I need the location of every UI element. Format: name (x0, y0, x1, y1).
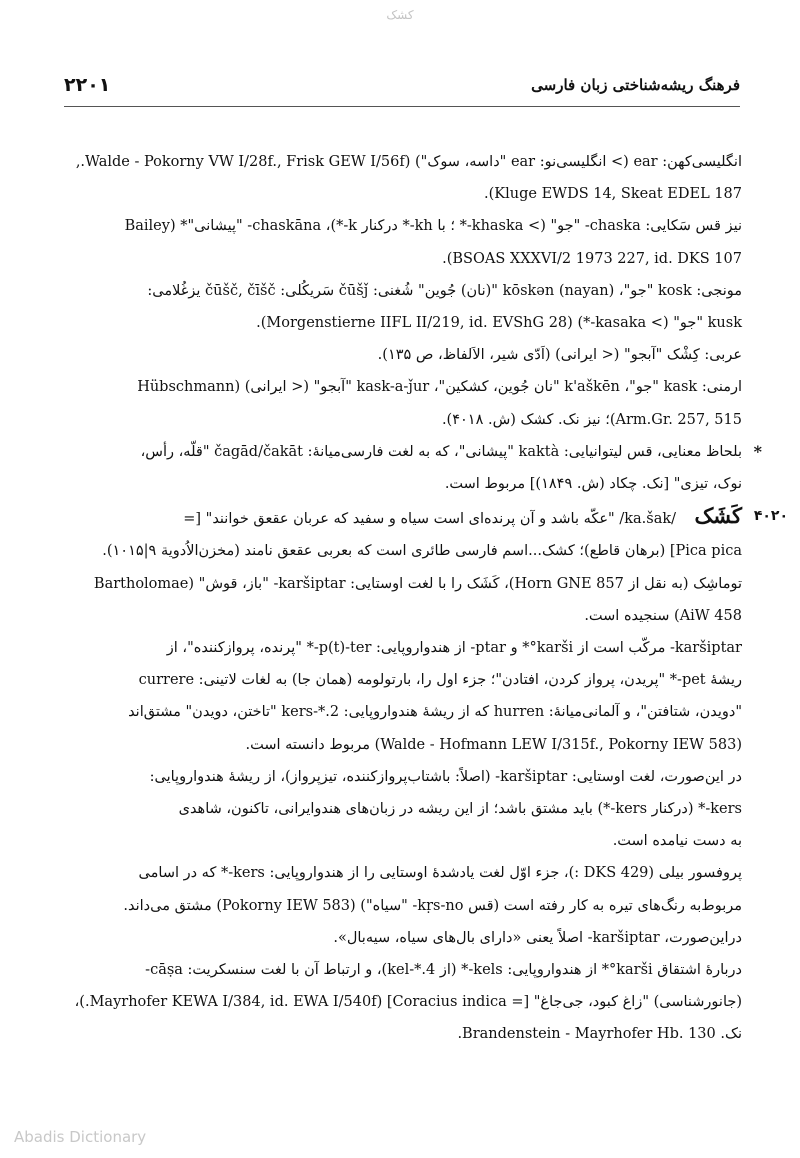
page-number: ۲۲۰۱ (64, 74, 111, 96)
footnote-block (62, 436, 762, 500)
entry-heading-line (62, 500, 788, 535)
text-line: مونجی: kosk "جو"، kōskən (nayan) "(نان) جُوین" شُغنی: čūšǰ سَریکُلی: čūšč, čīšč یزغُلامی: (147, 282, 742, 299)
text-line: عربی: کِشْک "آبجو" (< ایرانی) (اَدّی شیر، الاَلفاظ، ص ۱۳۵). (377, 347, 742, 364)
text-line: BSOAS XXXVI/2 1973 227, id. DKS 107). (442, 250, 742, 267)
text-line: ارمنی: kask "جو"، k'aškēn "نان جُوین، کشکین"، kask-a-ǰur "آبجو" (< ایرانی) (Hübschmann (137, 379, 742, 396)
text-line: (جانورشناسی) "زاغ کبود، جی‌جاغ" [= Coracius indica] (Mayrhofer KEWA I/384, id. EWA I/540f.)، (74, 994, 742, 1011)
text-line: Pica pica] (برهان قاطع)؛ کشک...اسم فارسی طائری است که بعربی عقعق نامند (مخزن‌الاُدویة ۹|۱۰۱۵). (102, 543, 742, 560)
text-line: ریشهٔ pet-* "پریدن، پرواز کردن، افتادن"؛ جزء اول را، بارتولومه (همان جا) به لغات لاتینی: currere (138, 672, 742, 689)
text-line: مربوط‌به رنگ‌های تیره به کار رفته است (قس kṛs-no- "سیاه") (Pokorny IEW 583) مشتق می‌داند. (123, 897, 742, 914)
text-line: "دویدن، شتافتن"، و آلمانی‌میانهٔ: hurren که از ریشهٔ هندواروپایی: kers-*.2 "تاختن، دویدن" مشتق‌اند (128, 704, 742, 721)
text-line: دربارهٔ اشتقاق karši°* از هندواروپایی: kels-* (از kel-*.4)، و ارتباط آن با لغت سنسکریت: cāṣa- (145, 962, 742, 979)
page-header (64, 74, 740, 107)
text-line: /ka.šak/ "عکّه باشد و آن پرنده‌ای است سیاه و سفید که عربان عقعق خوانند" [= (183, 511, 677, 528)
text-line: (Walde - Hofmann LEW I/315f., Pokorny IEW 583) مربوط دانسته است. (245, 736, 742, 753)
text-line: kers-* (درکنار kers-*) باید مشتق باشد؛ از این ریشه در زبان‌های هندوایرانی، تاکنون، شاهدی (178, 801, 742, 818)
dictionary-content (62, 146, 788, 1051)
text-line: نیز قس سَکایی: chaska- "جو" (> khaska-* ؛ با kh-* درکنار k-*)، chaskāna- "پیشانی"* (Bailey (124, 218, 742, 235)
book-title: فرهنگ ریشه‌شناختی زبان فارسی (531, 76, 740, 94)
site-watermark: Abadis Dictionary (14, 1128, 147, 1146)
text-line: در این‌صورت، لغت اوستایی: karšiptar- (اصلاً: باشتاب‌پروازکننده، تیزپرواز)، از ریشهٔ هندواروپایی: (149, 768, 742, 785)
text-line: دراین‌صورت، karšiptar- اصلاً یعنی «دارای بال‌های سیاه، سیه‌بال». (333, 929, 742, 946)
text-line: انگلیسی‌کهن: ear (> انگلیسی‌نو: ear "داسه، سوک") (Walde - Pokorny VW I/28f., Frisk GEW I/56f., (75, 154, 742, 170)
text-line: نک. Brandenstein - Mayrhofer Hb. 130. (457, 1026, 742, 1043)
text-line: پروفسور بیلی (DKS 429 :)، جزء اوّل لغت یادشدهٔ اوستایی را از هندواروپایی: kers-* که در اسامی (138, 865, 742, 882)
text-line: AiW 458) سنجیده است. (584, 607, 742, 624)
text-line: نوک، تیزی" [نک. چکاد (ش. ۱۸۴۹)] مربوط است. (444, 476, 742, 493)
text-line: karšiptar- مرکّب است از karši°* و ptar- از هندواروپایی: p(t)-ter-* "پرنده، پروازکننده"، از (166, 640, 742, 657)
entry-number: ۴۰۲۰ (753, 508, 788, 525)
text-line: به دست نیامده است. (612, 833, 742, 850)
text-line: بلحاظ معنایی، قس لیتوانیایی: kaktà "پیشانی"، که به لغت فارسی‌میانهٔ: čagād/čakāt "قلّه، رأس، (140, 443, 742, 460)
page-top-word: کشک (386, 8, 414, 22)
text-line: kusk "جو" (> kasaka-*) (Morgenstierne IIFL II/219, id. EVShG 28). (256, 315, 742, 332)
text-line: توماشِک (به نقل از Horn GNE 857)، کَشَک را با لغت اوستایی: karšiptar- "باز، قوش" (Bartholomae (93, 575, 742, 592)
footnote-star: * (753, 441, 762, 461)
entry-headword: کَشَک (694, 503, 742, 529)
text-line: Kluge EWDS 14, Skeat EDEL 187). (484, 186, 742, 203)
text-line: Arm.Gr. 257, 515)؛ نیز نک. کشک (ش. ۴۰۱۸). (441, 411, 742, 428)
